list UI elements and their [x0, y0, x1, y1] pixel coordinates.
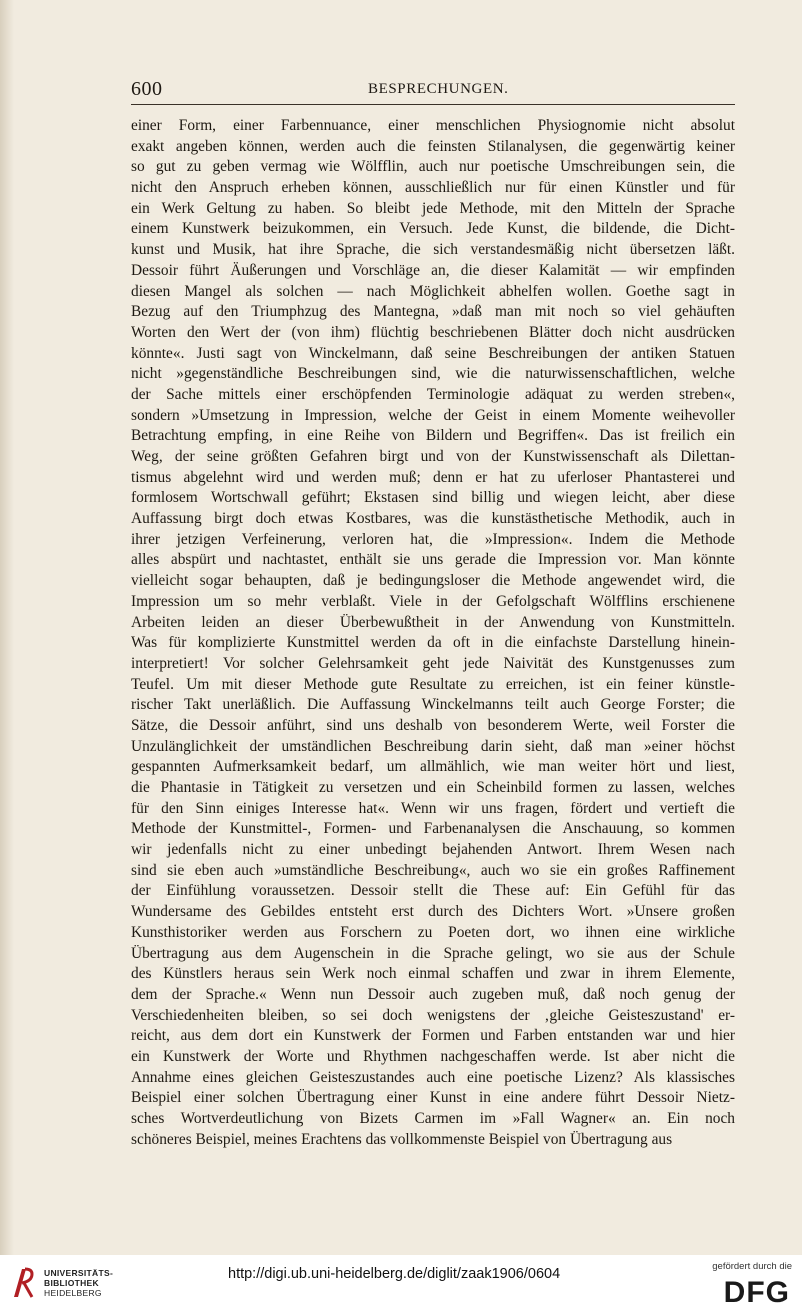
text-line: Impression um so mehr verblaßt. Viele in der Gefolgschaft Wölfflins erschienene [131, 592, 735, 610]
header-rule [131, 104, 735, 105]
text-line: Betrachtung empfing, in eine Reihe von Bildern und Begriffen«. Das ist freilich ein [131, 427, 735, 445]
text-line: sches Wortverdeutlichung von Bizets Carmen im »Fall Wagner« an. Ein noch [131, 1110, 735, 1127]
text-line: der Sache mittels einer erschöpfenden Terminologie adäquat zu werden streben«, [131, 385, 735, 403]
library-name-line: BIBLIOTHEK [44, 1278, 99, 1288]
library-name-line: UNIVERSITÄTS- [44, 1268, 114, 1278]
text-line: interpretiert! Vor solcher Gelehrsamkeit geht jede Naivität des Kunstgenusses zum [131, 654, 735, 672]
text-line: diesen Mangel als solchen — nach Möglichkeit abhelfen wollen. Goethe sagt in [131, 282, 735, 300]
page-header [131, 78, 735, 102]
text-line: Unzulänglichkeit der umständlichen Beschreibung darin sieht, daß man »einer höchst [131, 737, 735, 755]
running-head: BESPRECHUNGEN. [368, 81, 509, 97]
page-edge-shadow [0, 0, 14, 1255]
text-line: Sätze, die Dessoir anführt, sind uns deshalb von besonderem Werte, weil Forster die [131, 716, 735, 734]
text-line: einem Kunstwerk beizukommen, ein Versuch. Jede Kunst, die bildende, die Dicht- [131, 220, 735, 238]
text-line: Kunsthistoriker werden aus Forschern zu Poeten dort, wo ihnen eine wirkliche [131, 923, 735, 941]
text-line: sind sie eben auch »umständliche Beschreibung«, auch wo sie ein großes Raffinement [131, 861, 735, 879]
text-line: Beispiel einer solchen Übertragung einer Kunst in eine andere führt Dessoir Nietz- [131, 1089, 735, 1107]
text-line: Arbeiten leiden an dieser Überbewußtheit in der Anwendung von Kunstmitteln. [131, 613, 735, 631]
text-line: ein Kunstwerk der Worte und Rhythmen nachgeschaffen werde. Ist aber nicht die [131, 1047, 735, 1065]
text-line: wir jedenfalls nicht zu einer unbedingt bejahenden Antwort. Ihrem Wesen nach [131, 841, 735, 859]
text-line: nicht »gegenständliche Beschreibungen sind, wie die naturwissenschaftlichen, welche [131, 365, 735, 383]
funding-notice [692, 1261, 792, 1272]
text-line: Auffassung birgt doch etwas Kostbares, was die kunstästhetische Methodik, auch in [131, 510, 735, 528]
text-line: könnte«. Justi sagt von Winckelmann, daß seine Beschreibungen der antiken Statuen [131, 344, 735, 362]
text-line: nicht den Anspruch erheben können, ausschließlich nur für einen Künstler und für [131, 179, 735, 197]
text-line: schöneres Beispiel, meines Erachtens das vollkommenste Beispiel von Übertragung aus [131, 1130, 673, 1148]
permalink-url[interactable]: http://digi.ub.uni-heidelberg.de/diglit/zaak1906/0604 [228, 1266, 561, 1282]
text-line: tismus abgelehnt wird und werden muß; denn er hat zu uferloser Phantasterei und [131, 468, 735, 486]
text-line: Methode der Kunstmittel-, Formen- und Farbenanalysen die Anschauung, so kommen [131, 820, 735, 838]
footer-bar [0, 1255, 802, 1311]
text-line: rischer Takt unerläßlich. Die Auffassung Winckelmanns teilt auch George Forster; die [131, 696, 735, 714]
dfg-logo-icon[interactable] [712, 1275, 792, 1305]
text-line: Weg, der seine größten Gefahren birgt und von der Kunstwissenschaft als Dilettan- [131, 448, 735, 465]
university-library-logo-icon[interactable] [8, 1263, 38, 1303]
text-line: der Einfühlung voraussetzen. Dessoir stellt die These auf: Ein Gefühl für das [131, 882, 735, 900]
text-line: exakt angeben können, werden auch die feinsten Stilanalysen, die gegenwärtig keiner [131, 137, 735, 155]
text-line: dem der Sprache.« Wenn nun Dessoir auch zugeben muß, daß noch genug der [131, 985, 735, 1003]
text-line: für den Sinn einiges Interesse hat«. Wenn wir uns fragen, fördert und vertieft die [131, 799, 735, 817]
library-name[interactable] [44, 1268, 113, 1298]
text-line: Annahme eines gleichen Geisteszustandes auch eine poetische Lizenz? Als klassisches [131, 1068, 735, 1086]
text-line: kunst und Musik, hat ihre Sprache, die sich verstandesmäßig nicht übersetzen läßt. [131, 241, 735, 259]
text-line: Worten den Wert der (von ihm) flüchtig beschriebenen Blätter doch nicht ausdrücken [131, 323, 735, 341]
text-line: formlosem Wortschwall geführt; Ekstasen sind billig und wiegen leicht, aber diese [131, 489, 735, 507]
funding-label: gefördert durch die [712, 1261, 792, 1272]
text-line: Teufel. Um mit dieser Methode gute Resultate zu erreichen, ist ein feiner künstle- [131, 675, 735, 693]
text-line: reicht, aus dem dort ein Kunstwerk der Formen und Farben entstanden war und hier [131, 1027, 735, 1045]
text-line: Bezug auf den Triumphzug des Mantegna, »daß man mit noch so viel gehäuften [131, 303, 735, 321]
text-line: vielleicht sogar behaupten, daß je bedingungsloser die Methode angewendet wird, die [131, 572, 735, 590]
text-line: Was für komplizierte Kunstmittel werden da oft in die einfachste Darstellung hinein- [131, 634, 735, 652]
text-line: gespannten Aufmerksamkeit bedarf, um allmählich, wie man weiter hört und liest, [131, 758, 735, 776]
text-line: alles abspürt und nachtastet, enthält sie uns gerade die Impression vor. Man könnte [131, 551, 735, 569]
text-line: die Phantasie in Tätigkeit zu versetzen und ein Scheinbild formen zu lassen, welches [131, 779, 735, 796]
text-line: Dessoir führt Äußerungen und Vorschläge an, die dieser Kalamität — wir empfinden [131, 261, 735, 279]
svg-text:DFG: DFG [723, 1276, 790, 1305]
text-line: ein Werk Geltung zu haben. So bleibt jede Methode, mit den Mitteln der Sprache [131, 199, 735, 217]
body-text [131, 116, 735, 1150]
text-line: ihrer jetzigen Verfeinerung, verloren hat, die »Impression«. Indem die Methode [131, 530, 735, 548]
text-line: sondern »Umsetzung in Impression, welche der Geist in einem Momente weihevoller [131, 406, 735, 424]
library-name-line: HEIDELBERG [44, 1288, 102, 1298]
text-line: Wundersame des Gebildes entsteht erst durch des Dichters Wort. »Unsere großen [131, 903, 735, 921]
page-number: 600 [131, 78, 163, 100]
text-line: des Künstlers heraus sein Werk noch einmal schaffen und zwar in ihrem Elemente, [131, 965, 735, 983]
text-line: Verschiedenheiten bleiben, so sei doch wenigstens der ‚gleiche Geisteszustand' er- [131, 1006, 735, 1024]
text-line: so gut zu geben vermag wie Wölfflin, auch nur poetische Umschreibungen sein, die [131, 158, 735, 176]
text-line: Übertragung aus dem Augenschein in die Sprache gelingt, wo sie aus der Schule [131, 944, 735, 962]
text-line: einer Form, einer Farbennuance, einer menschlichen Physiognomie nicht absolut [131, 117, 735, 134]
